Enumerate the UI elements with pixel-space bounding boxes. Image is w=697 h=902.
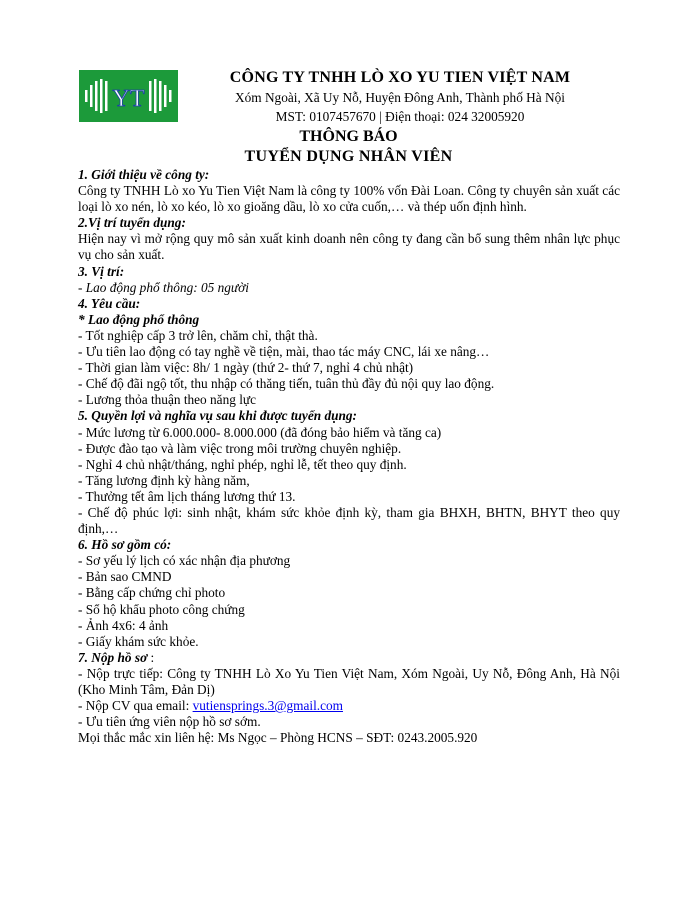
contact-info: Mọi thắc mắc xin liên hệ: Ms Ngọc – Phòng HCNS – SĐT: 0243.2005.920 xyxy=(78,730,478,746)
document-item: - Bản sao CMND xyxy=(78,569,172,585)
company-tax-phone: MST: 0107457670 | Điện thoại: 024 32005920 xyxy=(275,109,525,124)
recruitment-title: TUYỂN DỤNG NHÂN VIÊN xyxy=(244,148,453,165)
section-4-subheading: * Lao động phổ thông xyxy=(78,311,200,327)
email-link[interactable]: vutiensprings.3@gmail.com xyxy=(192,698,343,714)
submit-email-label: - Nộp CV qua email: xyxy=(78,698,193,714)
section-5-heading: 5. Quyền lợi và nghĩa vụ sau khi được tuyển dụng: xyxy=(78,408,357,424)
section-6-heading: 6. Hồ sơ gồm có: xyxy=(78,537,172,553)
requirement-item: - Tốt nghiệp cấp 3 trở lên, chăm chỉ, thật thà. xyxy=(78,327,318,343)
requirement-item: - Thời gian làm việc: 8h/ 1 ngày (thứ 2- thứ 7, nghỉ 4 chủ nhật) xyxy=(78,360,414,376)
section-1-text: Công ty TNHH Lò xo Yu Tien Việt Nam là công ty 100% vốn Đài Loan. Công ty chuyên sản xuất các loại lò xo nén, lò xo kéo, lò xo gioăng dầu, lò xo cửa cuốn,… và thép uốn định hình. xyxy=(78,183,620,215)
benefit-item: - Thưởng tết âm lịch tháng lương thứ 13. xyxy=(78,488,296,504)
requirement-item: - Ưu tiên lao động có tay nghề về tiện, mài, thao tác máy CNC, lái xe nâng… xyxy=(78,344,490,360)
document-item: - Bằng cấp chứng chỉ photo xyxy=(78,585,226,601)
benefit-item: - Được đào tạo và làm việc trong môi trường chuyên nghiệp. xyxy=(78,440,402,456)
submit-email-row xyxy=(78,698,620,714)
section-2-text: Hiện nay vì mở rộng quy mô sản xuất kinh doanh nên công ty đang cần bổ sung thêm nhân lực phục vụ cho sản xuất. xyxy=(78,231,620,263)
document-item: - Ảnh 4x6: 4 ảnh xyxy=(78,617,169,633)
requirement-item: - Chế độ đãi ngộ tốt, thu nhập có thăng tiến, tuân thủ đầy đủ nội quy lao động. xyxy=(78,376,495,392)
company-info xyxy=(200,68,600,126)
company-address: Xóm Ngoài, Xã Uy Nỗ, Huyện Đông Anh, Thành phố Hà Nội xyxy=(235,90,565,105)
section-4-heading: 4. Yêu cầu: xyxy=(78,295,141,311)
section-7-heading-suffix: : xyxy=(147,649,155,665)
section-7-heading-row xyxy=(78,650,620,666)
benefit-item: - Chế độ phúc lợi: sinh nhật, khám sức khỏe định kỳ, tham gia BHXH, BHTN, BHYT theo quy định,… xyxy=(78,504,620,537)
section-1-heading: 1. Giới thiệu về công ty: xyxy=(78,167,210,182)
company-name: CÔNG TY TNHH LÒ XO YU TIEN VIỆT NAM xyxy=(229,69,571,86)
document-item: - Sơ yếu lý lịch có xác nhận địa phương xyxy=(78,553,291,569)
document-item: - Giấy khám sức khỏe. xyxy=(78,633,199,649)
notice-title: THÔNG BÁO xyxy=(299,128,398,145)
submit-priority: - Ưu tiên ứng viên nộp hồ sơ sớm. xyxy=(78,714,261,730)
requirement-item: - Lương thỏa thuận theo năng lực xyxy=(78,392,257,408)
logo-text: YT xyxy=(112,86,145,112)
section-7-heading: 7. Nộp hồ sơ xyxy=(78,649,148,665)
company-logo xyxy=(79,70,178,122)
logo-graphic xyxy=(79,70,178,122)
submit-direct: - Nộp trực tiếp: Công ty TNHH Lò Xo Yu Tien Việt Nam, Xóm Ngoài, Uy Nỗ, Đông Anh, Hà Nội (Kho Minh Tâm, Đản Dị) xyxy=(78,665,620,697)
section-2-heading: 2.Vị trí tuyển dụng: xyxy=(78,215,186,231)
position-item: - Lao động phổ thông: 05 người xyxy=(78,279,249,295)
benefit-item: - Mức lương từ 6.000.000- 8.000.000 (đã đóng bảo hiểm và tăng ca) xyxy=(78,424,442,440)
section-3-heading: 3. Vị trí: xyxy=(78,263,125,279)
benefit-item: - Tăng lương định kỳ hàng năm, xyxy=(78,472,250,488)
notice-content xyxy=(78,167,620,746)
document-item: - Sổ hộ khẩu photo công chứng xyxy=(78,601,245,617)
benefit-item: - Nghỉ 4 chủ nhật/tháng, nghỉ phép, nghỉ lễ, tết theo quy định. xyxy=(78,456,407,472)
